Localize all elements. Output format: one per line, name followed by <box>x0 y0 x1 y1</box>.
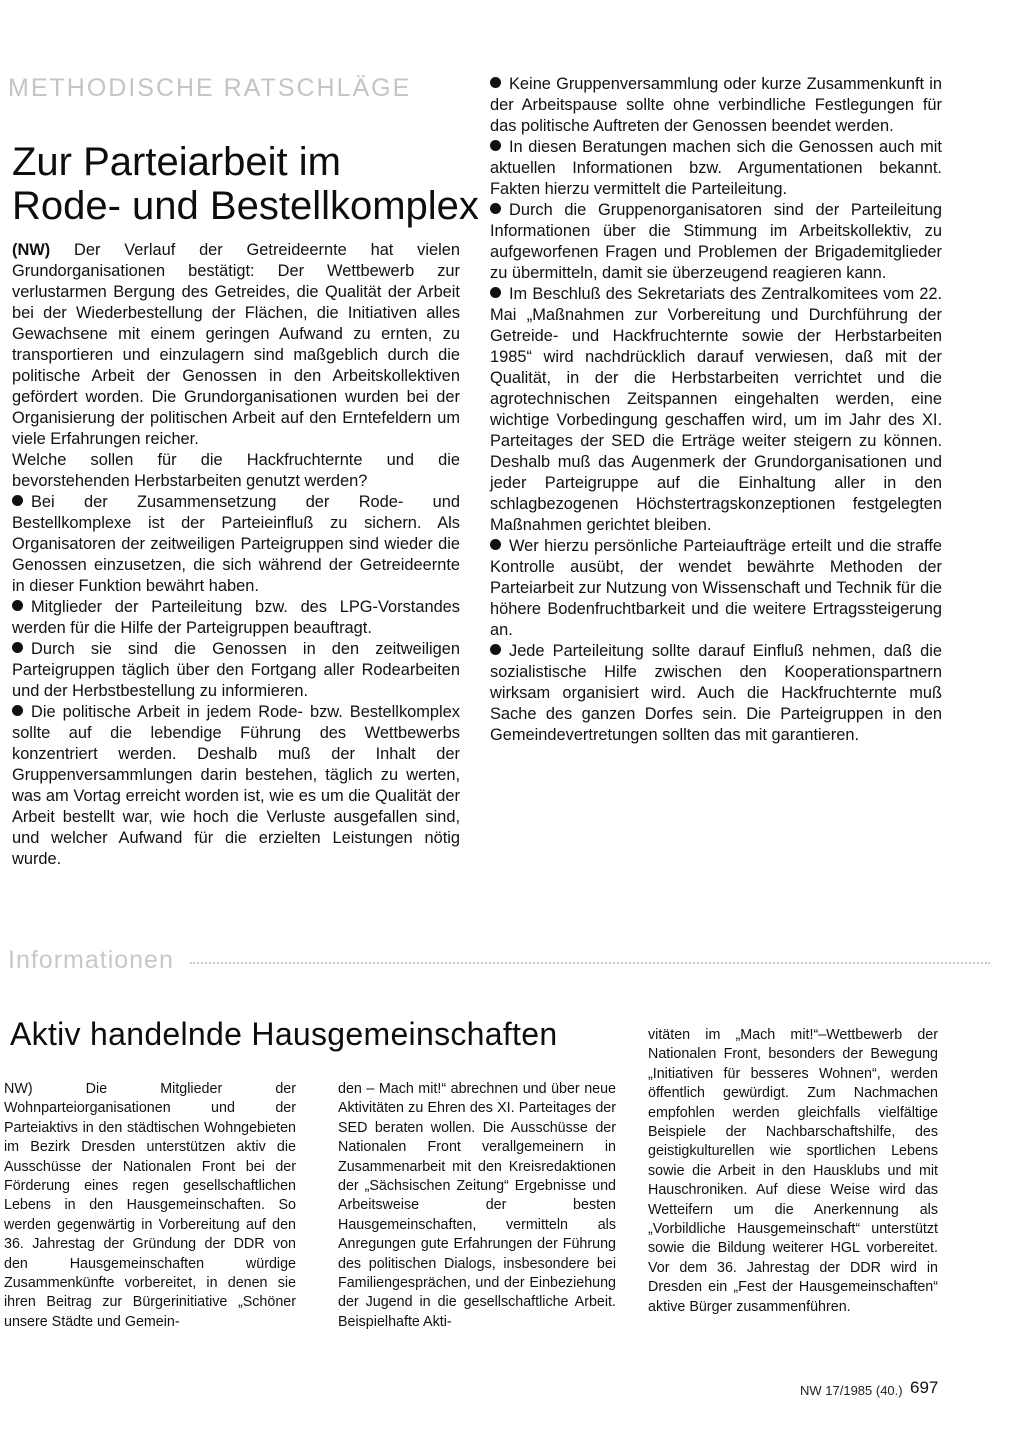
article-question: Welche sollen für die Hackfruchternte und die bevorstehenden Herbstarbeiten genutzt werden? <box>12 451 460 490</box>
bullet-icon <box>12 600 23 611</box>
bullet-point <box>490 74 942 137</box>
bullet-text: Keine Gruppenversammlung oder kurze Zusammenkunft in der Arbeitspause sollte ohne verbindliche Festlegungen für das politische Auftreten der Genossen beendet werden. <box>490 75 942 135</box>
article2-column-3 <box>648 1026 938 1317</box>
bullet-icon <box>490 77 501 88</box>
intro-text: Der Verlauf der Getreideernte hat vielen Grundorganisationen bestätigt: Der Wettbewerb zur verlustarmen Bergung des Getreides, die Qualität der Arbeit bei der Wiederbestellung der Flächen, die Initiativen alles Gewachsene mit einem geringen Aufwand zu ernten, zu transportieren und einzulagern sind maßgeblich durch die politische Arbeit der Genossen in den Arbeitskollektiven gefördert worden. Die Grundorganisationen wurden bei der Organisierung der politischen Arbeit auf den Erntefeldern um viele Erfahrungen reicher. <box>12 241 460 448</box>
bullet-text: Durch die Gruppenorganisatoren sind der Parteileitung Informationen über die Stimmung im Arbeitskollektiv, zu aufgeworfenen Fragen und Problemen der Brigademitglieder zu übermitteln, damit sie überzeugend reagieren kann. <box>490 201 942 282</box>
article2-column-1 <box>4 1080 296 1332</box>
article2-title: Aktiv handelnde Hausgemeinschaften <box>10 1016 558 1052</box>
bullet-point <box>490 284 942 536</box>
section-label: Informationen <box>8 946 174 974</box>
bullet-text: Im Beschluß des Sekretariats des Zentralkomitees vom 22. Mai „Maßnahmen zur Vorbereitung und Durchführung der Getreide- und Hackfruchternte sowie der Herbstarbeiten 1985“ wird nachdrücklich darauf verwiesen, daß mit der Qualität, in der die Herbstarbeiten verrichtet und die agrotechnischen Zeitspannen eingehalten werden, eine wichtige Vorbedingung geschaffen wird, um im Jahr des XI. Parteitages der SED die Erträge weiter steigern zu können. Deshalb muß das Augenmerk der Grundorganisationen und jeder Parteigruppe auf die Einhaltung aller in den schlagbezogenen Höchstertragskonzeptionen festgelegten Maßnahmen gerichtet bleiben. <box>490 285 942 534</box>
bullet-text: In diesen Beratungen machen sich die Genossen auch mit aktuellen Informationen bzw. Argumentationen bekannt. Fakten hierzu vermittelt die Parteileitung. <box>490 138 942 198</box>
bullet-icon <box>12 495 23 506</box>
article2-text: vitäten im „Mach mit!“–Wettbewerb der Nationalen Front, besonders der Bewegung „Initiativen für besseres Wohnen“, werden öffentlich gewürdigt. Zum Nachmachen empfohlen werden gleichfalls vielfältige Beispiele der Nachbarschaftshilfe, des geistigkulturellen wie sportlichen Lebens sowie die Arbeit in den Hausklubs und mit Hauschroniken. Auf diese Weise wird das Wetteifern um die Anerkennung als „Vorbildliche Hausgemeinschaft“ unterstützt sowie die Bildung weiterer HGL vorbereitet. Vor dem 36. Jahrestag der DDR wird in Dresden ein „Fest der Hausgemeinschaften“ aktive Bürger zusammenführen. <box>648 1027 938 1315</box>
article-intro <box>12 240 460 450</box>
bullet-point <box>490 200 942 284</box>
article-column-right <box>490 74 942 746</box>
bullet-point <box>12 492 460 597</box>
article-title <box>12 140 482 228</box>
article2-text: NW) Die Mitglieder der Wohnparteiorganisationen und der Parteiaktivs in den städtischen Wohngebieten im Bezirk Dresden unterstützen aktiv die Ausschüsse der Nationalen Front bei der Förderung eines regen gesellschaftlichen Lebens in den Hausgemeinschaften. So werden gegenwärtig in Vorbereitung auf den 36. Jahrestag der Gründung der DDR von den Hausgemeinschaften würdige Zusammenkünfte vorbereitet, in denen sie ihren Beitrag zur Bürgerinitiative „Schöner unsere Städte und Gemein- <box>4 1081 296 1330</box>
bullet-point <box>12 639 460 702</box>
bullet-point <box>490 536 942 641</box>
article-title-line-1: Zur Parteiarbeit im <box>12 140 341 184</box>
bullet-text: Jede Parteileitung sollte darauf Einfluß nehmen, daß die sozialistische Hilfe zwischen den Kooperationspartnern wirksam organisiert wird. Auch die Hackfruchternte muß Sache des ganzen Dorfes sein. Die Parteigruppen in den Gemeindevertretungen sollten das mit garantieren. <box>490 642 942 744</box>
bullet-icon <box>490 539 501 550</box>
bullet-icon <box>12 642 23 653</box>
bullet-icon <box>490 140 501 151</box>
page-number: 697 <box>910 1378 939 1397</box>
bullet-point <box>490 641 942 746</box>
bullet-text: Durch sie sind die Genossen in den zeitweiligen Parteigruppen täglich über den Fortgang aller Rodearbeiten und der Herbstbestellung zu informieren. <box>12 640 460 700</box>
section-divider <box>190 962 990 964</box>
article-column-left <box>12 240 460 870</box>
bullet-icon <box>490 644 501 655</box>
article2-text: den – Mach mit!“ abrechnen und über neue Aktivitäten zu Ehren des XI. Parteitages der SED beraten wollen. Die Ausschüsse der Nationalen Front verallgemeinern in Zusammenarbeit mit den Kreisredaktionen der „Sächsischen Zeitung“ Ergebnisse und Arbeitsweise der besten Hausgemeinschaften, vermitteln als Anregungen gute Erfahrungen der Führung des politischen Dialogs, insbesondere bei Familiengesprächen, und der Einbeziehung der Jugend in die gesellschaftliche Arbeit. Beispielhafte Akti- <box>338 1081 616 1330</box>
source-lead: (NW) <box>12 241 51 259</box>
bullet-text: Die politische Arbeit in jedem Rode- bzw. Bestellkomplex sollte auf die lebendige Führung des Wettbewerbs konzentriert werden. Deshalb muß der Inhalt der Gruppenversammlungen darin bestehen, täglich zu werten, was am Vortag erreicht worden ist, wie es um die Qualität der Arbeit bestellt war, wie hoch die Verluste ausgefallen sind, und welcher Aufwand für die erzielten Leistungen nötig wurde. <box>12 703 460 868</box>
issue-reference: NW 17/1985 (40.) <box>800 1383 903 1398</box>
bullet-text: Wer hierzu persönliche Parteiaufträge erteilt und die straffe Kontrolle ausübt, der wendet bewährte Methoden der Parteiarbeit zur Nutzung von Wissenschaft und Technik für die höhere Bodenfruchtbarkeit und die weitere Ertragssteigerung an. <box>490 537 942 639</box>
bullet-point <box>12 597 460 639</box>
article2-column-2 <box>338 1080 616 1332</box>
bullet-icon <box>12 705 23 716</box>
bullet-icon <box>490 203 501 214</box>
bullet-point <box>490 137 942 200</box>
section-kicker: METHODISCHE RATSCHLÄGE <box>8 74 412 102</box>
bullet-point <box>12 702 460 870</box>
bullet-text: Mitglieder der Parteileitung bzw. des LPG-Vorstandes werden für die Hilfe der Parteigruppen beauftragt. <box>12 598 460 637</box>
bullet-text: Bei der Zusammensetzung der Rode- und Bestellkomplexe ist der Parteieinfluß zu sichern. Als Organisatoren der zeitweiligen Parteigruppen sind wieder die Genossen einzusetzen, die sich während der Getreideernte in dieser Funktion bewährt haben. <box>12 493 460 595</box>
bullet-icon <box>490 287 501 298</box>
article-title-line-2: Rode- und Bestellkomplex <box>12 184 479 228</box>
